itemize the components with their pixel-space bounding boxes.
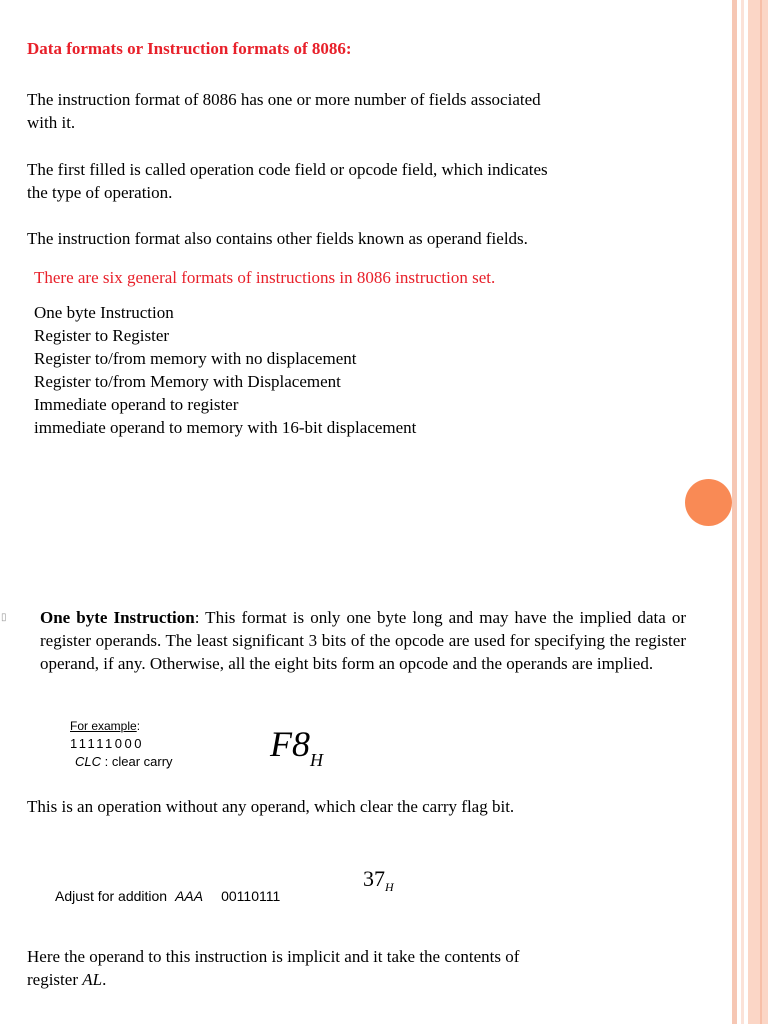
paragraph-instruction-format — [27, 88, 541, 134]
example-label-colon: : — [136, 719, 141, 733]
list-item: Register to/from Memory with Displacement — [34, 372, 341, 391]
list-item: Register to/from memory with no displacement — [34, 349, 357, 368]
clc-mnemonic: CLC — [75, 754, 102, 769]
aaa-label: Adjust for addition — [55, 888, 168, 904]
aaa-mnemonic: AAA — [175, 888, 204, 904]
slide-bullet-marker: ▯ — [1, 612, 7, 623]
paragraph-line — [27, 968, 519, 991]
six-formats-subheading: There are six general formats of instructions in 8086 instruction set. — [34, 268, 496, 287]
one-byte-body: : This format is only one byte long and may have the implied data or register operands. The least significant 3 bits of the opcode are used for specifying the register operand, if any. Otherwise, all the eight bits form an opcode and the operands are implied. — [40, 608, 686, 673]
hex-subscript: H — [310, 750, 323, 770]
list-item: immediate operand to memory with 16-bit displacement — [34, 418, 417, 437]
paragraph-operand-fields: The instruction format also contains other fields known as operand fields. — [27, 229, 528, 248]
hex-main: F8 — [270, 724, 310, 764]
one-byte-instruction-paragraph — [40, 606, 686, 675]
paragraph-opcode-field — [27, 158, 548, 204]
clc-opcode-bits: 11111000 — [70, 736, 144, 751]
list-item: One byte Instruction — [34, 303, 174, 322]
hex-main: 37 — [363, 866, 385, 891]
aaa-hex-value — [363, 866, 394, 900]
formats-list — [34, 301, 416, 439]
right-border-band — [748, 0, 768, 1024]
clc-hex-value — [270, 724, 323, 780]
one-byte-title: One byte Instruction — [40, 608, 195, 627]
paragraph-line: The first filled is called operation code field or opcode field, which indicates — [27, 160, 548, 179]
register-suffix: . — [102, 970, 107, 989]
paragraph-line: with it. — [27, 113, 76, 132]
implicit-operand-paragraph — [27, 945, 519, 991]
example-label — [70, 719, 140, 733]
clc-description — [75, 754, 173, 770]
right-border-stripe — [732, 0, 737, 1024]
register-prefix: register — [27, 970, 83, 989]
list-item: Immediate operand to register — [34, 395, 239, 414]
clc-desc: : clear carry — [101, 754, 173, 769]
paragraph-line: Here the operand to this instruction is implicit and it take the contents of — [27, 947, 520, 966]
no-operand-paragraph: This is an operation without any operand, which clear the carry flag bit. — [27, 797, 515, 816]
paragraph-line: the type of operation. — [27, 183, 173, 202]
aaa-bits: 00110111 — [221, 888, 281, 904]
aaa-example — [55, 887, 280, 905]
list-item: Register to Register — [34, 326, 170, 345]
decorative-circle — [685, 479, 732, 526]
right-border-stripe — [760, 0, 762, 1024]
paragraph-line: The instruction format of 8086 has one or more number of fields associated — [27, 90, 541, 109]
example-label-text: For example — [70, 719, 137, 733]
right-border-stripe — [741, 0, 744, 1024]
hex-subscript: H — [385, 880, 394, 894]
slide-heading: Data formats or Instruction formats of 8086: — [27, 39, 352, 58]
register-name: AL — [82, 970, 103, 989]
